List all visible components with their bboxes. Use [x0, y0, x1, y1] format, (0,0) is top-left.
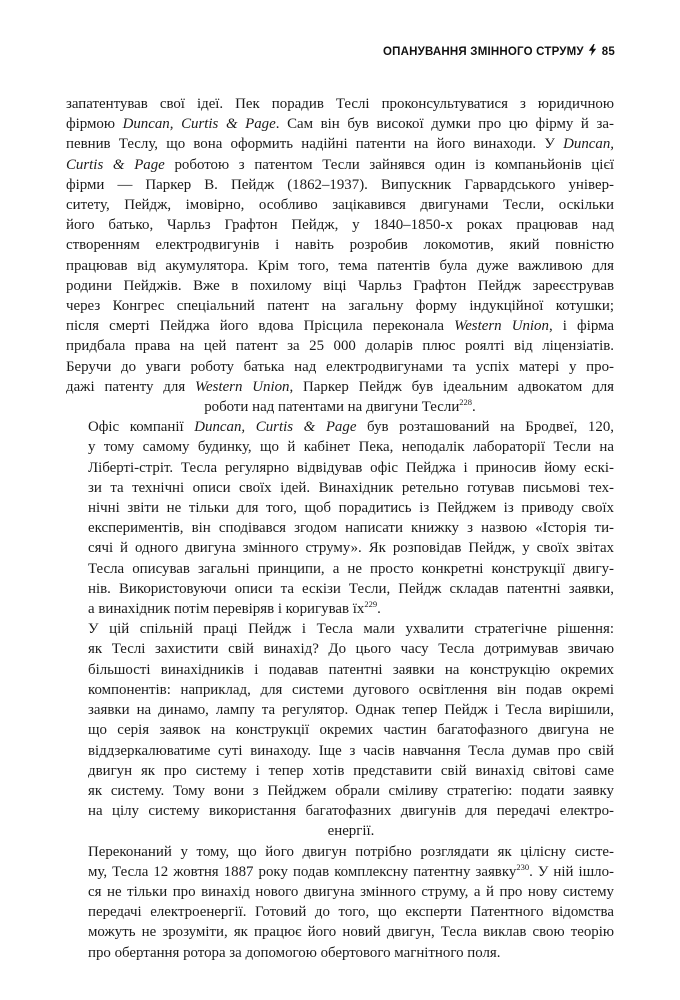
text-segment: . У ній ішло-	[529, 863, 614, 880]
text-segment: Беручи до уваги роботу батька над електродвигунами та успіх матері у про-	[66, 358, 614, 375]
text-line	[66, 821, 614, 841]
text-segment: зи та технічні описи своїх ідей. Винахідник ретельно готував письмові тех-	[88, 479, 614, 496]
text-segment: Переконаний у тому, що його двигун потрібно розглядати як цілісну систе-	[88, 843, 614, 860]
text-segment: був розташований на Бродвеї, 120,	[356, 419, 614, 436]
text-line	[66, 518, 614, 538]
text-segment: енергії.	[327, 823, 375, 840]
paragraph	[66, 94, 614, 417]
text-segment: сячі й одного двигуна змінного струму». Як розповідав Пейдж, у своїх звітах	[88, 540, 614, 557]
text-segment: придбала права на цей патент за 25 000 доларів плюс роялті від ліцензіатів.	[66, 338, 614, 355]
text-line	[66, 357, 614, 377]
text-line	[66, 579, 614, 599]
text-segment: , і фірма	[548, 318, 614, 335]
text-line	[66, 215, 614, 235]
text-segment: дажі патенту для	[66, 378, 195, 395]
text-segment: фірмою	[66, 116, 123, 133]
text-line	[66, 680, 614, 700]
text-segment: запатентував свої ідеї. Пек порадив Теслі проконсультуватися з юридичною	[66, 96, 614, 112]
text-line	[66, 922, 614, 942]
text-line	[66, 619, 614, 639]
text-segment: Duncan,	[563, 136, 614, 153]
text-segment: віддзеркалюватиме суті винаходу. Іще з часів навчання Тесла думав про свій	[88, 742, 614, 759]
text-line	[66, 235, 614, 255]
footnote-ref: 228	[459, 397, 473, 408]
text-segment: Офіс компанії	[88, 419, 195, 436]
text-line	[66, 94, 614, 114]
text-line	[66, 842, 614, 862]
text-segment: а винахідник потім перевіряв і коригував їх	[88, 601, 365, 618]
text-line	[66, 316, 614, 336]
text-line	[66, 256, 614, 276]
text-segment: . Сам він був високої думки про цю фірму й за-	[275, 116, 614, 133]
text-line	[66, 114, 614, 134]
text-segment: через Конгрес спеціальний патент на загальну форму індукційної котушки;	[66, 298, 614, 315]
text-line	[66, 195, 614, 215]
text-segment: можуть не зрозуміти, як працює його новий двигун, Тесла виклав свою теорію	[88, 924, 614, 941]
text-segment: ся не тільки про винахід нового двигуна змінного струму, а й про нову систему	[88, 883, 614, 900]
text-segment: Тесла описував загальні принципи, а не просто конкретні конструкції двигу-	[88, 560, 614, 577]
text-segment: певнив Теслу, що вона оформить надійні патенти на його винаходи. У	[66, 136, 564, 153]
text-line	[66, 175, 614, 195]
text-segment: передачі електроенергії. Готовий до того, що експерти Патентного відомства	[88, 904, 614, 921]
text-segment: нів. Використовуючи описи та ескізи Тесли, Пейдж складав патентні заявки,	[88, 580, 614, 597]
running-header	[0, 44, 615, 58]
text-line	[66, 538, 614, 558]
text-line	[66, 902, 614, 922]
text-segment: Duncan, Curtis & Page	[122, 116, 276, 133]
text-line	[66, 741, 614, 761]
text-segment: нічні звіти не тільки для того, щоб порадитись із Пейджем із приводу своїх	[88, 500, 614, 517]
text-segment: .	[377, 601, 381, 618]
text-line	[66, 660, 614, 680]
paragraph	[66, 619, 614, 841]
text-segment: Ліберті-стріт. Тесла регулярно відвідував офіс Пейджа і приносив йому ескі-	[88, 459, 614, 476]
text-line	[66, 761, 614, 781]
text-line	[66, 336, 614, 356]
running-title: ОПАНУВАННЯ ЗМІННОГО СТРУМУ	[383, 46, 584, 58]
text-segment: , Паркер Пейдж був ідеальним адвокатом для	[289, 378, 614, 395]
text-segment: У цій спільній праці Пейдж і Тесла мали ухвалити стратегічне рішення:	[88, 621, 614, 638]
text-line	[66, 397, 614, 417]
text-segment: роботою з патентом Тесли зайнявся один із компаньйонів цієї	[164, 156, 614, 173]
text-segment: створенням електродвигунів і навіть розробив локомотив, який повністю	[66, 237, 614, 254]
paragraph	[66, 842, 614, 963]
text-line	[66, 417, 614, 437]
text-segment: роботи над патентами на двигуни Тесли	[204, 399, 460, 416]
text-segment: у тому самому будинку, що й кабінет Пека, неподалік лабораторії Тесли на	[88, 439, 614, 456]
text-line	[66, 943, 614, 963]
text-line	[66, 276, 614, 296]
text-segment: більшості винахідників і подавав патентні заявки на конструкцію окремих	[88, 661, 614, 678]
text-line	[66, 478, 614, 498]
text-segment: двигун як про систему і тепер хотів представити свій винахід світові саме	[88, 762, 614, 779]
text-line	[66, 437, 614, 457]
text-segment: фірми — Паркер В. Пейдж (1862–1937). Випускник Гарвардського універ-	[66, 176, 614, 193]
text-line	[66, 862, 614, 882]
text-segment: Curtis & Page	[66, 156, 165, 173]
text-line	[66, 599, 614, 619]
text-segment: що серія заявок на конструкції окремих частин багатофазного двигуна не	[88, 722, 614, 739]
text-segment: компонентів: наприклад, для системи дугового освітлення він подав окремі	[88, 681, 614, 698]
text-line	[66, 801, 614, 821]
text-line	[66, 377, 614, 397]
text-line	[66, 781, 614, 801]
text-line	[66, 882, 614, 902]
text-segment: працював від акумулятора. Крім того, тема патентів була дуже важливою для	[66, 257, 614, 274]
text-segment: експериментів, він сподівався згодом написати книжку з назвою «Історія ти-	[88, 520, 614, 537]
body-text	[66, 94, 614, 963]
text-line	[66, 458, 614, 478]
text-segment: про обертання ротора за допомогою обертового магнітного поля.	[88, 944, 501, 961]
text-line	[66, 134, 614, 154]
text-segment: його батько, Чарльз Графтон Пейдж, у 1840–1850-х роках працював над	[66, 217, 614, 234]
text-segment: родини Пейджів. Вже в похилому віці Чарльз Графтон Пейдж зареєстрував	[66, 277, 614, 294]
text-segment: .	[472, 399, 476, 416]
text-segment: заявки на динамо, лампу та регулятор. Однак тепер Пейдж і Тесла вирішили,	[88, 702, 614, 719]
text-line	[66, 720, 614, 740]
text-line	[66, 498, 614, 518]
text-line	[66, 296, 614, 316]
text-segment: Western Union	[195, 378, 290, 395]
text-segment: Western Union	[454, 318, 549, 335]
text-segment: ситету, Пейдж, імовірно, особливо зацікавився двигунами Тесли, оскільки	[66, 197, 614, 214]
text-line	[66, 559, 614, 579]
lightning-bolt-icon	[588, 44, 597, 56]
footnote-ref: 230	[516, 861, 530, 872]
text-line	[66, 700, 614, 720]
text-segment: на цілу систему використання багатофазних двигунів для передачі електро-	[88, 803, 614, 820]
footnote-ref: 229	[364, 599, 378, 610]
text-line	[66, 639, 614, 659]
page-number: 85	[601, 46, 615, 58]
text-line	[66, 155, 614, 175]
text-segment: після смерті Пейджа його вдова Прісцила переконала	[66, 318, 455, 335]
paragraph	[66, 417, 614, 619]
text-segment: як систему. Тому вони з Пейджем обрали сміливу стратегію: подати заявку	[88, 782, 614, 799]
text-segment: Duncan, Curtis & Page	[194, 419, 357, 436]
text-segment: му, Тесла 12 жовтня 1887 року подав комплексну патентну заявку	[88, 863, 517, 880]
text-segment: як Теслі захистити свій винахід? До цього часу Тесла дотримував звичаю	[88, 641, 614, 658]
